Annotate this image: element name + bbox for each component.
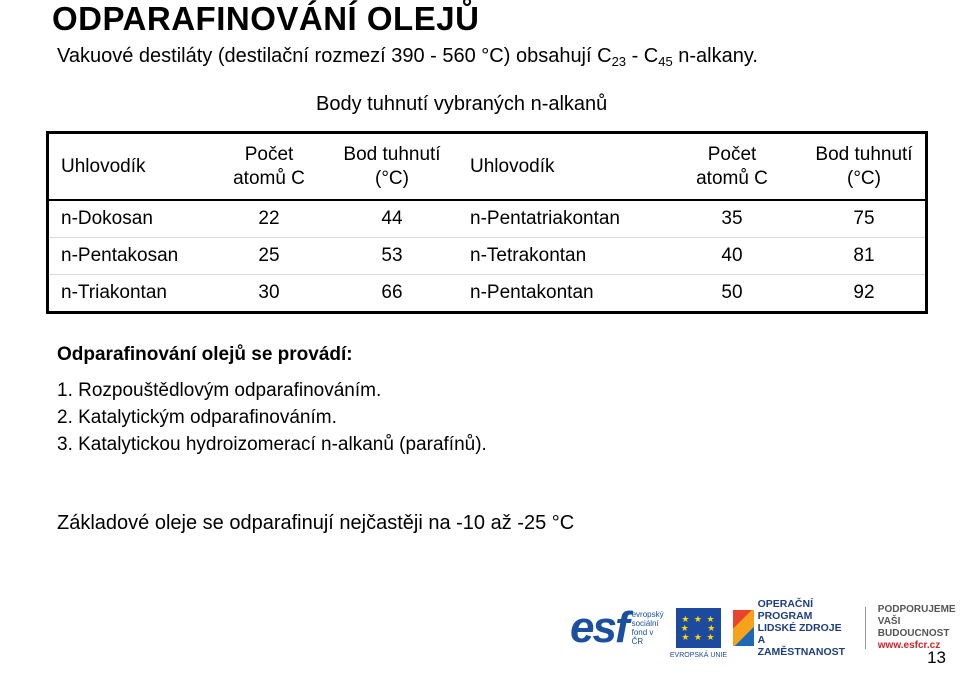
op-line: A ZAMĚSTNANOST (757, 634, 846, 658)
n-alkanes-table (46, 131, 928, 314)
cell-name: n-Pentakontan (458, 275, 661, 313)
cell-name: n-Dokosan (48, 200, 213, 238)
header-pour-point-2 (803, 133, 927, 201)
intro-text-part1: Vakuové destiláty (destilační rozmezí 390 - 560 °C) obsahují C (57, 45, 612, 67)
cell-pour-point: 92 (803, 275, 927, 313)
esf-logo (570, 603, 664, 653)
base-oil-note: Základové oleje se odparafinují nejčastěji na -10 až -25 °C (57, 512, 575, 534)
cell-atoms: 25 (212, 238, 326, 275)
cell-atoms: 22 (212, 200, 326, 238)
op-lzz-logo (733, 598, 853, 658)
esf-caption-line: evropský (631, 610, 664, 619)
intro-sub-45: 45 (658, 54, 673, 69)
cell-name: n-Pentakosan (48, 238, 213, 275)
header-hydrocarbon-2: Uhlovodík (458, 133, 661, 201)
eu-caption: EVROPSKÁ UNIE (669, 652, 728, 659)
table-row (48, 238, 927, 275)
header-pour-point-2-line2: (°C) (847, 167, 881, 189)
cell-pour-point: 81 (803, 238, 927, 275)
eu-flag-icon: ★ ★ ★ ★ ★ ★ ★ ★ EVROPSKÁ UNIE (676, 608, 722, 648)
intro-text-part2: - C (626, 45, 659, 67)
cell-pour-point: 75 (803, 200, 927, 238)
table-row (48, 200, 927, 238)
header-pour-point-2-line1: Bod tuhnutí (815, 143, 913, 165)
header-hydrocarbon-1: Uhlovodík (48, 133, 213, 201)
list-item: 3. Katalytickou hydroizomerací n-alkanů (parafínů). (57, 434, 487, 455)
op-line: LIDSKÉ ZDROJE (757, 622, 842, 634)
header-atom-count-1-line2: atomů C (233, 167, 305, 189)
cell-pour-point: 44 (326, 200, 458, 238)
header-atom-count-2 (661, 133, 803, 201)
op-line: OPERAČNÍ PROGRAM (757, 598, 813, 622)
methods-list (57, 377, 487, 458)
esf-mark: esf (570, 603, 628, 652)
header-atom-count-2-line2: atomů C (696, 167, 768, 189)
cell-atoms: 40 (661, 238, 803, 275)
cell-pour-point: 66 (326, 275, 458, 313)
esf-caption (632, 610, 664, 646)
support-slogan (878, 604, 960, 652)
op-lzz-icon (733, 610, 753, 646)
header-atom-count-1-line1: Počet (244, 143, 294, 165)
slogan-line: PODPORUJEME (877, 604, 956, 615)
methods-heading: Odparafinování olejů se provádí: (57, 344, 353, 365)
header-pour-point-1 (326, 133, 458, 201)
intro-sub-23: 23 (611, 54, 627, 69)
page-title: ODPARAFINOVÁNÍ OLEJŮ (52, 0, 480, 37)
cell-name: n-Tetrakontan (458, 238, 661, 275)
esf-url: www.esfcr.cz (877, 640, 941, 651)
table-header-row (48, 133, 927, 201)
slogan-line: VAŠI BUDOUCNOST (877, 616, 950, 639)
header-pour-point-1-line2: (°C) (375, 167, 409, 189)
divider (865, 607, 866, 649)
intro-text (57, 45, 758, 69)
cell-name: n-Pentatriakontan (458, 200, 661, 238)
list-item: 1. Rozpouštědlovým odparafinováním. (57, 380, 382, 401)
cell-atoms: 35 (661, 200, 803, 238)
table-caption: Body tuhnutí vybraných n-alkanů (316, 93, 608, 115)
list-item: 2. Katalytickým odparafinováním. (57, 407, 337, 428)
header-atom-count-1 (212, 133, 326, 201)
intro-text-part3: n-alkany. (672, 45, 758, 67)
cell-atoms: 50 (661, 275, 803, 313)
cell-pour-point: 53 (326, 238, 458, 275)
esf-caption-line: fond v ČR (631, 628, 654, 646)
esf-caption-line: sociální (631, 619, 659, 628)
header-pour-point-1-line1: Bod tuhnutí (343, 143, 441, 165)
cell-name: n-Triakontan (48, 275, 213, 313)
table-row (48, 275, 927, 313)
page-number: 13 (927, 648, 946, 667)
cell-atoms: 30 (212, 275, 326, 313)
header-atom-count-2-line1: Počet (707, 143, 757, 165)
